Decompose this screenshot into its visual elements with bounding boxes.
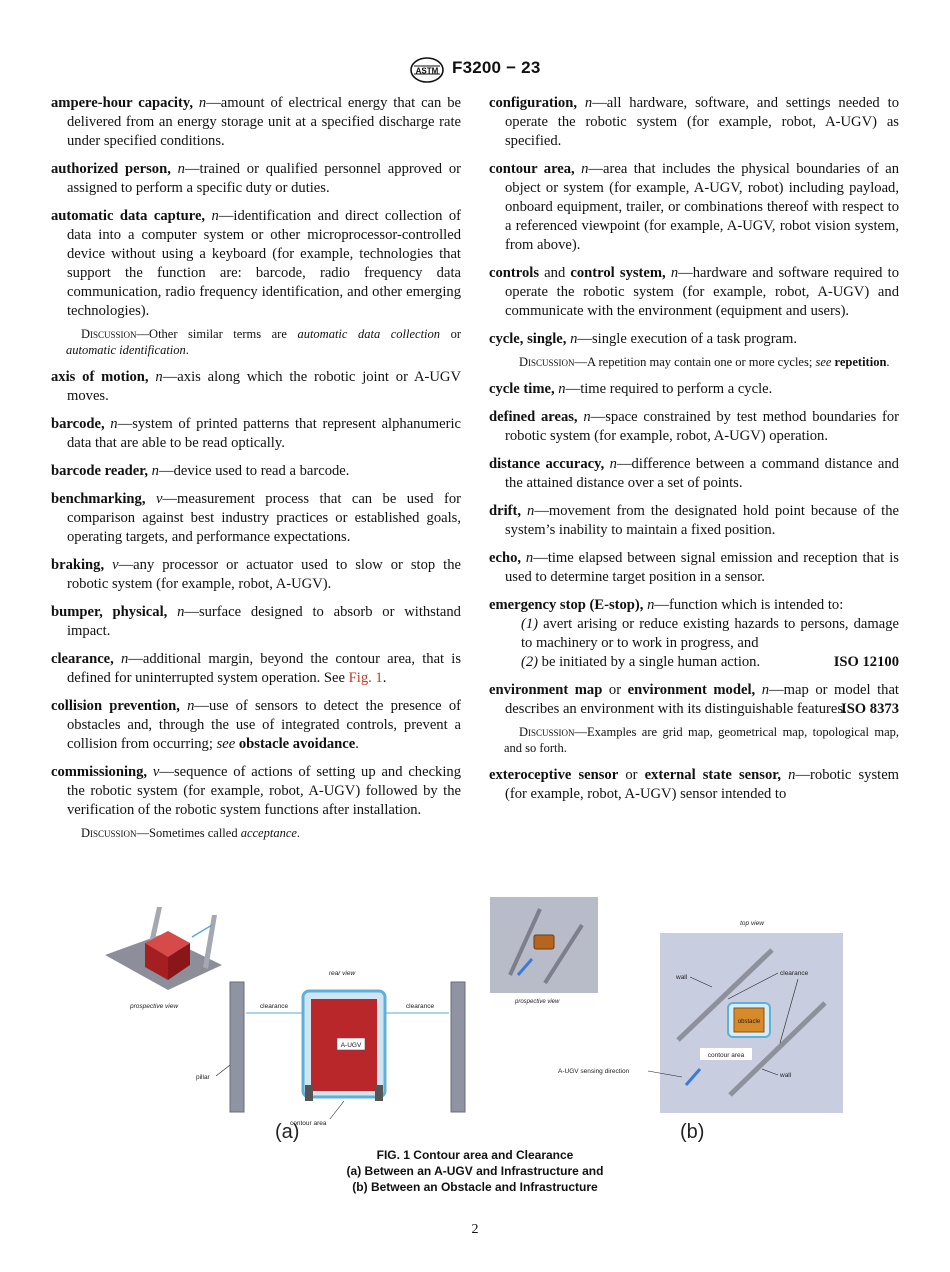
term-entry: ampere-hour capacity, n—amount of electrical energy that can be delivered from an energy storage unit at a specified discharge rate under specified conditions. xyxy=(51,95,462,149)
term-entry: authorized person, n—trained or qualified personnel approved or assigned to perform a specific duty or duties. xyxy=(51,161,462,196)
svg-text:contour area: contour area xyxy=(707,1052,745,1059)
astm-logo-icon xyxy=(409,56,445,84)
term-entry: configuration, n—all hardware, software, and settings needed to operate the robotic system (for example, robot, A-UGV) as specified. xyxy=(489,95,899,149)
svg-text:wall: wall xyxy=(780,1072,792,1079)
standard-ref: ISO 12100 xyxy=(833,654,899,670)
standard-ref: ISO 8373 xyxy=(841,701,899,717)
term-entry: distance accuracy, n—difference between a command distance and the attained distance over a set of points. xyxy=(489,456,899,491)
term-entry: automatic data capture, n—identification and direct collection of data into a computer system or other microprocessor-controlled device without using a keyboard (for example, technologies that support the function are: barcode, radio frequency data communication, radio frequency identification, and other emerging technologies). xyxy=(51,208,461,319)
svg-text:(a): (a) xyxy=(275,1121,300,1143)
term-entry: drift, n—movement from the designated hold point because of the system’s inability to maintain a fixed position. xyxy=(489,503,899,538)
prospective-view-a xyxy=(105,907,222,1010)
svg-text:prospective view: prospective view xyxy=(515,999,560,1005)
term-entry: collision prevention, n—use of sensors to detect the presence of obstacles and, through the use of integrated controls, prevent a collision from occurring; see obstacle avoidance. xyxy=(51,698,461,752)
discussion-note: Discussion—A repetition may contain one or more cycles; see repetition. xyxy=(519,355,890,369)
svg-text:A-UGV sensing direction: A-UGV sensing direction xyxy=(558,1068,630,1075)
term-entry: bumper, physical, n—surface designed to absorb or withstand impact. xyxy=(51,604,461,639)
term-entry: braking, v—any processor or actuator used to slow or stop the robotic system (for example, robot, A-UGV). xyxy=(51,557,461,592)
svg-text:contour area: contour area xyxy=(290,1120,327,1127)
svg-text:(b): (b) xyxy=(680,1121,705,1143)
discussion-note: Discussion—Examples are grid map, geometrical map, topological map, and so forth. xyxy=(504,725,899,755)
term-entry: cycle time, n—time required to perform a cycle. xyxy=(489,381,773,397)
svg-text:top view: top view xyxy=(740,920,764,927)
term-entry: exteroceptive sensor or external state sensor, n—robotic system (for example, robot, A-UGV) sensor intended to xyxy=(489,767,900,802)
list-item: (1) avert arising or reduce existing hazards to persons, damage to machinery or to work in progress, and xyxy=(521,616,899,651)
svg-text:pillar: pillar xyxy=(196,1074,210,1081)
list-item: (2) be initiated by a single human action. ISO 12100 xyxy=(521,654,899,670)
svg-text:A-UGV: A-UGV xyxy=(340,1042,362,1049)
term-entry: benchmarking, v—measurement process that can be used for comparison against best industry practices or established goals, operating targets, and performance expectations. xyxy=(51,491,461,545)
right-column xyxy=(489,94,899,813)
rear-view-a xyxy=(196,970,465,1143)
discussion-note: Discussion—Other similar terms are automatic data collection or automatic identification. xyxy=(66,327,461,357)
prospective-view-b xyxy=(490,897,598,1005)
page-header xyxy=(0,56,950,86)
svg-text:clearance: clearance xyxy=(780,970,809,977)
term-entry: emergency stop (E-stop), n—function which is intended to: (1) avert arising or reduce existing hazards to persons, damage to machinery or to work in progress, and (2) be initiated by a single human action. ISO 12100 xyxy=(489,597,899,670)
svg-text:wall: wall xyxy=(676,974,688,981)
left-column xyxy=(51,94,461,851)
figure-link[interactable]: Fig. 1 xyxy=(348,670,383,686)
figure-1 xyxy=(100,895,860,1145)
term-entry: environment map or environment model, n—map or model that describes an environment with its distinguishable features. ISO 8373 xyxy=(489,682,899,717)
term-entry: axis of motion, n—axis along which the robotic joint or A-UGV moves. xyxy=(51,369,461,404)
top-view-b xyxy=(558,920,843,1143)
svg-text:clearance: clearance xyxy=(259,1003,289,1010)
term-entry: cycle, single, n—single execution of a task program. xyxy=(489,331,798,347)
document-id: F3200 − 23 xyxy=(452,58,541,77)
term-entry: barcode, n—system of printed patterns that represent alphanumeric data that are able to be read optically. xyxy=(51,416,461,451)
page-number: 2 xyxy=(471,1222,479,1237)
term-entry: barcode reader, n—device used to read a barcode. xyxy=(51,463,350,479)
term-entry: commissioning, v—sequence of actions of setting up and checking the robotic system (for example, robot, A-UGV) followed by the verification of the robotic system functions after installation. xyxy=(51,764,461,818)
term-entry: clearance, n—additional margin, beyond the contour area, that is defined for uninterrupted system operation. See Fig. 1. xyxy=(51,651,461,686)
svg-text:clearance: clearance xyxy=(405,1003,435,1010)
svg-text:obstacle: obstacle xyxy=(737,1019,761,1025)
term-entry: controls and control system, n—hardware and software required to operate the robotic system (for example, robot, A-UGV) and communicate with the environment (equipment and users). xyxy=(489,265,899,319)
term-entry: echo, n—time elapsed between signal emission and reception that is used to determine target position in a sensor. xyxy=(489,550,899,585)
discussion-note: Discussion—Sometimes called acceptance. xyxy=(81,826,301,840)
term-entry: defined areas, n—space constrained by test method boundaries for robotic system (for example, robot, A-UGV) operation. xyxy=(489,409,899,444)
term-entry: contour area, n—area that includes the physical boundaries of an object or system (for example, A-UGV, robot) including payload, onboard equipment, trailer, or combinations thereof with respect to a referenced viewpoint (for example, A-UGV, robot vision system, from above). xyxy=(489,161,900,253)
figure-caption: FIG. 1 Contour area and Clearance (a) Between an A-UGV and Infrastructure and (b) Between an Obstacle and Infrastructure xyxy=(346,1148,604,1194)
svg-text:ASTM: ASTM xyxy=(415,66,439,76)
svg-text:prospective view: prospective view xyxy=(130,1003,179,1010)
svg-text:rear view: rear view xyxy=(328,970,356,977)
